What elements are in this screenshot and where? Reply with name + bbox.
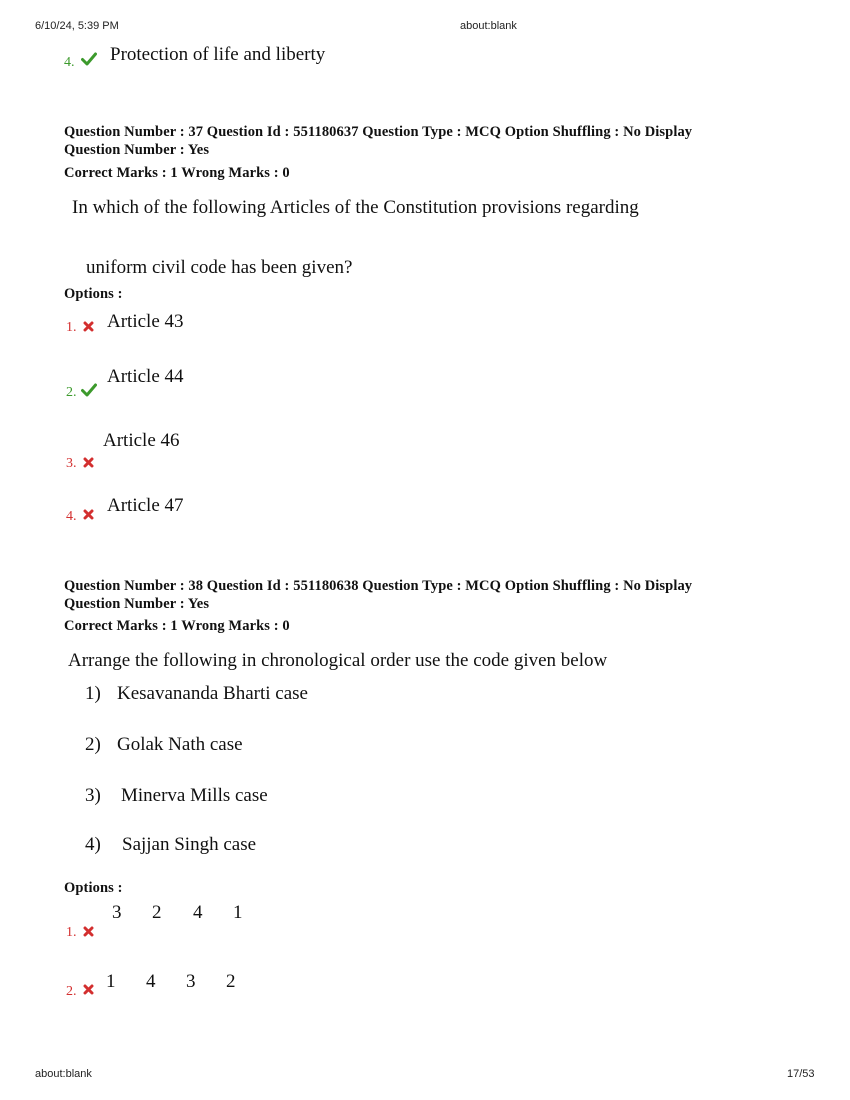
check-icon xyxy=(81,383,97,402)
question-marks: Correct Marks : 1 Wrong Marks : 0 xyxy=(64,165,290,181)
question-text-continued: uniform civil code has been given? xyxy=(86,257,353,278)
options-label: Options : xyxy=(64,880,123,896)
list-item: Sajjan Singh case xyxy=(122,834,257,855)
list-item-number: 2) xyxy=(85,734,101,755)
list-item: Minerva Mills case xyxy=(121,785,268,806)
option-code: 3 xyxy=(186,971,196,992)
question-marks: Correct Marks : 1 Wrong Marks : 0 xyxy=(64,618,290,634)
cross-icon xyxy=(83,319,94,337)
cross-icon xyxy=(83,924,94,942)
print-datetime: 6/10/24, 5:39 PM xyxy=(35,20,119,32)
option-text: Article 43 xyxy=(107,311,184,332)
option-code: 4 xyxy=(193,902,203,923)
list-item: Golak Nath case xyxy=(117,734,243,755)
option-code: 1 xyxy=(233,902,243,923)
check-icon xyxy=(81,52,97,71)
cross-icon xyxy=(83,507,94,525)
options-label: Options : xyxy=(64,286,123,302)
question-text: In which of the following Articles of the Constitution provisions regarding xyxy=(72,197,639,218)
option-number: 1. xyxy=(66,320,77,335)
list-item-number: 1) xyxy=(85,683,101,704)
option-code: 3 xyxy=(112,902,122,923)
option-number: 1. xyxy=(66,925,77,940)
footer-url: about:blank xyxy=(35,1068,92,1080)
question-text: Arrange the following in chronological order use the code given below xyxy=(68,650,608,671)
list-item: Kesavananda Bharti case xyxy=(117,683,308,704)
page-number: 17/53 xyxy=(787,1068,815,1080)
question-meta-display: Question Number : Yes xyxy=(64,596,210,612)
list-item-number: 4) xyxy=(85,834,101,855)
option-number: 4. xyxy=(66,509,77,524)
option-number: 2. xyxy=(66,984,77,999)
option-code: 4 xyxy=(146,971,156,992)
cross-icon xyxy=(83,455,94,473)
option-number: 4. xyxy=(64,55,75,70)
option-code: 2 xyxy=(226,971,236,992)
option-text: Protection of life and liberty xyxy=(110,44,326,65)
question-meta: Question Number : 38 Question Id : 551180638 Question Type : MCQ Option Shuffling : No Display xyxy=(64,578,693,594)
option-text: Article 44 xyxy=(107,366,184,387)
cross-icon xyxy=(83,982,94,1000)
option-code: 2 xyxy=(152,902,162,923)
option-code: 1 xyxy=(106,971,116,992)
print-url: about:blank xyxy=(460,20,517,32)
option-number: 2. xyxy=(66,385,77,400)
list-item-number: 3) xyxy=(85,785,101,806)
option-text: Article 46 xyxy=(103,430,180,451)
question-meta: Question Number : 37 Question Id : 551180637 Question Type : MCQ Option Shuffling : No Display xyxy=(64,124,693,140)
option-text: Article 47 xyxy=(107,495,184,516)
question-meta-display: Question Number : Yes xyxy=(64,142,210,158)
option-number: 3. xyxy=(66,456,77,471)
